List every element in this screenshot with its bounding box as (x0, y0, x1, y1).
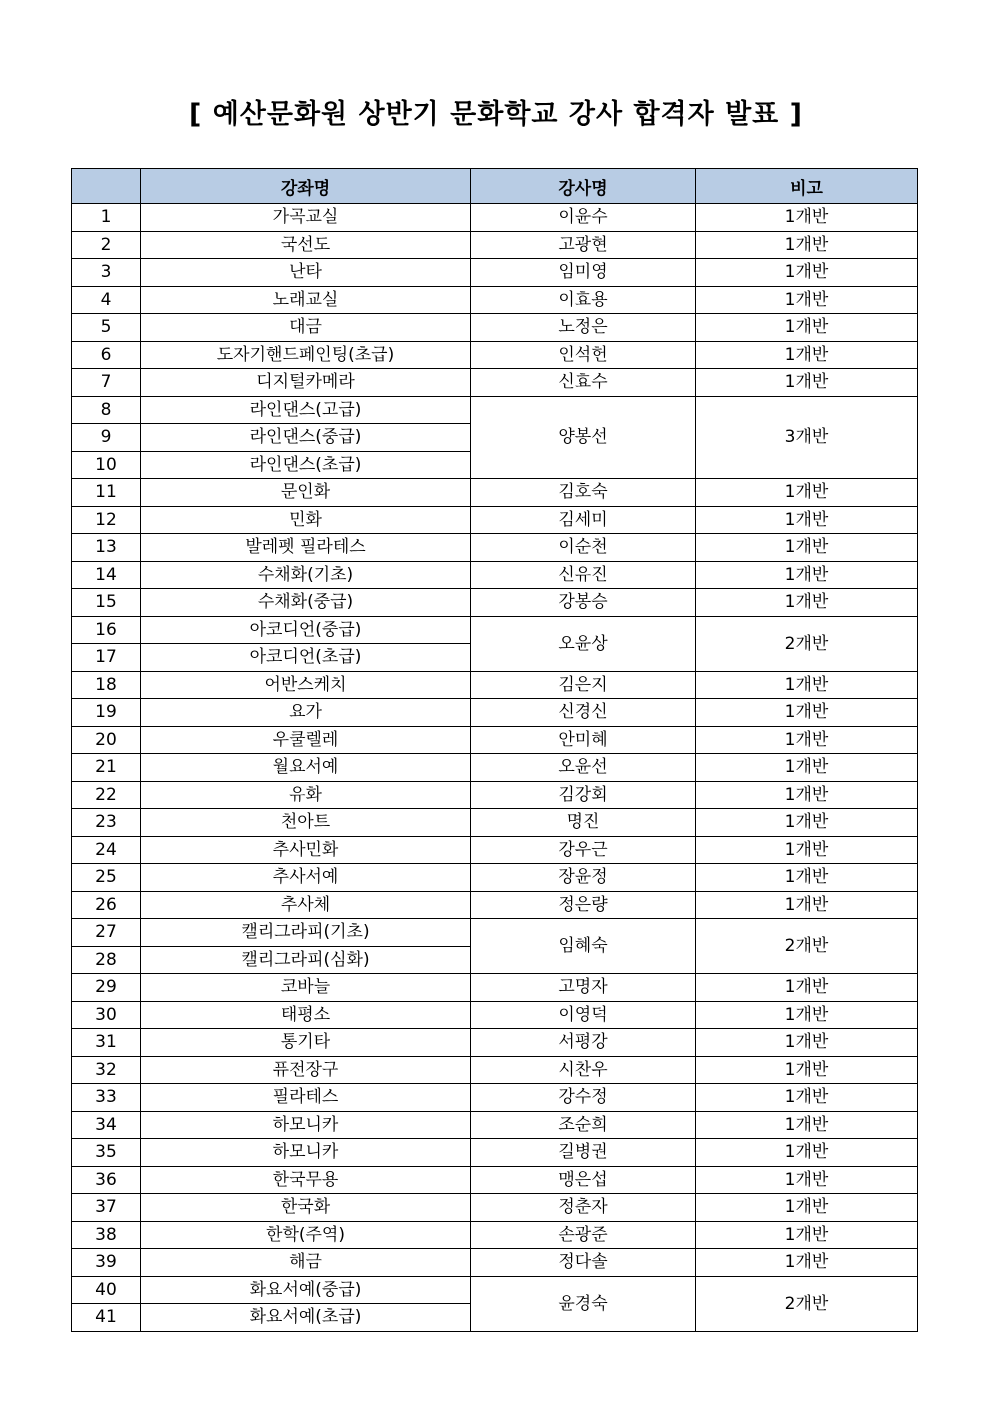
course-name: 노래교실 (141, 286, 471, 314)
row-number: 29 (72, 974, 141, 1002)
row-number: 7 (72, 369, 141, 397)
table-row (72, 286, 918, 314)
instructor-name: 맹은섭 (471, 1166, 696, 1194)
course-name: 국선도 (141, 231, 471, 259)
note-cell: 1개반 (696, 1029, 918, 1057)
instructor-name: 김호숙 (471, 479, 696, 507)
course-name: 수채화(중급) (141, 589, 471, 617)
table-row (72, 1056, 918, 1084)
table-row (72, 314, 918, 342)
instructor-name: 윤경숙 (471, 1276, 696, 1331)
note-cell: 1개반 (696, 726, 918, 754)
table-row (72, 1249, 918, 1277)
table-row (72, 204, 918, 232)
row-number: 35 (72, 1139, 141, 1167)
course-name: 화요서예(초급) (141, 1304, 471, 1332)
instructor-name: 명진 (471, 809, 696, 837)
instructor-name: 시찬우 (471, 1056, 696, 1084)
instructor-name: 정다솔 (471, 1249, 696, 1277)
course-name: 대금 (141, 314, 471, 342)
course-name: 어반스케치 (141, 671, 471, 699)
table-row (72, 1221, 918, 1249)
row-number: 8 (72, 396, 141, 424)
table-row (72, 396, 918, 424)
note-cell: 1개반 (696, 754, 918, 782)
course-name: 추사체 (141, 891, 471, 919)
instructor-name: 강수정 (471, 1084, 696, 1112)
note-cell: 1개반 (696, 506, 918, 534)
note-cell: 1개반 (696, 1139, 918, 1167)
course-name: 통기타 (141, 1029, 471, 1057)
note-cell: 1개반 (696, 1249, 918, 1277)
table-header-row (72, 169, 918, 204)
note-cell: 1개반 (696, 534, 918, 562)
instructor-name: 양봉선 (471, 396, 696, 479)
table-row (72, 534, 918, 562)
header-note: 비고 (696, 169, 918, 204)
table-row (72, 891, 918, 919)
note-cell: 1개반 (696, 1001, 918, 1029)
course-name: 코바늘 (141, 974, 471, 1002)
table-row (72, 919, 918, 947)
table-row (72, 699, 918, 727)
row-number: 17 (72, 644, 141, 672)
table-row (72, 1276, 918, 1304)
header-instructor: 강사명 (471, 169, 696, 204)
instructor-name: 오윤선 (471, 754, 696, 782)
instructor-name: 이영덕 (471, 1001, 696, 1029)
row-number: 37 (72, 1194, 141, 1222)
instructor-name: 강봉승 (471, 589, 696, 617)
course-name: 라인댄스(고급) (141, 396, 471, 424)
course-name: 아코디언(초급) (141, 644, 471, 672)
course-name: 가곡교실 (141, 204, 471, 232)
course-name: 한학(주역) (141, 1221, 471, 1249)
table-row (72, 1139, 918, 1167)
note-cell: 1개반 (696, 561, 918, 589)
row-number: 10 (72, 451, 141, 479)
instructor-name: 정은량 (471, 891, 696, 919)
note-cell: 1개반 (696, 1221, 918, 1249)
course-name: 문인화 (141, 479, 471, 507)
note-cell: 1개반 (696, 204, 918, 232)
row-number: 4 (72, 286, 141, 314)
row-number: 12 (72, 506, 141, 534)
course-name: 태평소 (141, 1001, 471, 1029)
instructor-name: 정춘자 (471, 1194, 696, 1222)
note-cell: 1개반 (696, 974, 918, 1002)
row-number: 18 (72, 671, 141, 699)
instructor-name: 신경신 (471, 699, 696, 727)
table-row (72, 341, 918, 369)
course-name: 라인댄스(초급) (141, 451, 471, 479)
note-cell: 1개반 (696, 1194, 918, 1222)
row-number: 34 (72, 1111, 141, 1139)
instructor-name: 손광준 (471, 1221, 696, 1249)
note-cell: 1개반 (696, 369, 918, 397)
row-number: 36 (72, 1166, 141, 1194)
row-number: 13 (72, 534, 141, 562)
table-row (72, 506, 918, 534)
row-number: 26 (72, 891, 141, 919)
course-name: 아코디언(중급) (141, 616, 471, 644)
table-body (72, 204, 918, 1332)
instructor-name: 안미혜 (471, 726, 696, 754)
note-cell: 1개반 (696, 589, 918, 617)
course-name: 캘리그라피(심화) (141, 946, 471, 974)
course-name: 캘리그라피(기초) (141, 919, 471, 947)
row-number: 25 (72, 864, 141, 892)
table-row (72, 671, 918, 699)
row-number: 11 (72, 479, 141, 507)
note-cell: 1개반 (696, 1084, 918, 1112)
row-number: 28 (72, 946, 141, 974)
course-name: 필라테스 (141, 1084, 471, 1112)
course-name: 발레펫 필라테스 (141, 534, 471, 562)
course-name: 난타 (141, 259, 471, 287)
table-row (72, 1029, 918, 1057)
row-number: 33 (72, 1084, 141, 1112)
course-name: 화요서예(중급) (141, 1276, 471, 1304)
instructor-name: 임미영 (471, 259, 696, 287)
instructor-name: 인석헌 (471, 341, 696, 369)
instructor-name: 강우근 (471, 836, 696, 864)
instructor-name: 오윤상 (471, 616, 696, 671)
note-cell: 1개반 (696, 781, 918, 809)
course-name: 하모니카 (141, 1111, 471, 1139)
note-cell: 1개반 (696, 891, 918, 919)
instructor-name: 임혜숙 (471, 919, 696, 974)
instructor-name: 김강회 (471, 781, 696, 809)
row-number: 2 (72, 231, 141, 259)
course-name: 한국무용 (141, 1166, 471, 1194)
instructor-name: 신효수 (471, 369, 696, 397)
table-row (72, 1001, 918, 1029)
row-number: 39 (72, 1249, 141, 1277)
row-number: 24 (72, 836, 141, 864)
course-name: 도자기핸드페인팅(초급) (141, 341, 471, 369)
note-cell: 1개반 (696, 314, 918, 342)
note-cell: 1개반 (696, 479, 918, 507)
row-number: 38 (72, 1221, 141, 1249)
note-cell: 1개반 (696, 286, 918, 314)
course-name: 우쿨렐레 (141, 726, 471, 754)
row-number: 19 (72, 699, 141, 727)
note-cell: 2개반 (696, 616, 918, 671)
table-row (72, 864, 918, 892)
row-number: 9 (72, 424, 141, 452)
course-name: 라인댄스(중급) (141, 424, 471, 452)
row-number: 3 (72, 259, 141, 287)
note-cell: 1개반 (696, 836, 918, 864)
row-number: 1 (72, 204, 141, 232)
table-row (72, 616, 918, 644)
note-cell: 1개반 (696, 231, 918, 259)
instructor-name: 이순천 (471, 534, 696, 562)
course-name: 천아트 (141, 809, 471, 837)
note-cell: 1개반 (696, 809, 918, 837)
instructor-name: 고광현 (471, 231, 696, 259)
instructor-name: 고명자 (471, 974, 696, 1002)
course-name: 추사서예 (141, 864, 471, 892)
table-row (72, 726, 918, 754)
note-cell: 1개반 (696, 699, 918, 727)
instructor-name: 김세미 (471, 506, 696, 534)
course-name: 유화 (141, 781, 471, 809)
table-row (72, 589, 918, 617)
table-row (72, 561, 918, 589)
course-name: 민화 (141, 506, 471, 534)
course-name: 하모니카 (141, 1139, 471, 1167)
instructor-name: 서평강 (471, 1029, 696, 1057)
row-number: 15 (72, 589, 141, 617)
table-row (72, 1084, 918, 1112)
row-number: 21 (72, 754, 141, 782)
row-number: 23 (72, 809, 141, 837)
course-name: 퓨전장구 (141, 1056, 471, 1084)
note-cell: 2개반 (696, 1276, 918, 1331)
row-number: 27 (72, 919, 141, 947)
results-table (71, 168, 918, 1332)
row-number: 41 (72, 1304, 141, 1332)
row-number: 30 (72, 1001, 141, 1029)
table-row (72, 974, 918, 1002)
note-cell: 1개반 (696, 864, 918, 892)
course-name: 디지털카메라 (141, 369, 471, 397)
instructor-name: 조순희 (471, 1111, 696, 1139)
table-row (72, 809, 918, 837)
table-row (72, 479, 918, 507)
note-cell: 1개반 (696, 341, 918, 369)
table-row (72, 1194, 918, 1222)
table-row (72, 1111, 918, 1139)
instructor-name: 이효용 (471, 286, 696, 314)
header-number (72, 169, 141, 204)
row-number: 22 (72, 781, 141, 809)
note-cell: 3개반 (696, 396, 918, 479)
row-number: 16 (72, 616, 141, 644)
row-number: 32 (72, 1056, 141, 1084)
row-number: 40 (72, 1276, 141, 1304)
row-number: 20 (72, 726, 141, 754)
instructor-name: 노정은 (471, 314, 696, 342)
table-row (72, 836, 918, 864)
note-cell: 1개반 (696, 1056, 918, 1084)
table-row (72, 781, 918, 809)
instructor-name: 신유진 (471, 561, 696, 589)
note-cell: 1개반 (696, 671, 918, 699)
row-number: 5 (72, 314, 141, 342)
course-name: 해금 (141, 1249, 471, 1277)
row-number: 31 (72, 1029, 141, 1057)
note-cell: 1개반 (696, 259, 918, 287)
note-cell: 1개반 (696, 1166, 918, 1194)
table-row (72, 231, 918, 259)
table-row (72, 259, 918, 287)
table-row (72, 1166, 918, 1194)
instructor-name: 이윤수 (471, 204, 696, 232)
table-row (72, 754, 918, 782)
instructor-name: 길병권 (471, 1139, 696, 1167)
course-name: 요가 (141, 699, 471, 727)
row-number: 14 (72, 561, 141, 589)
instructor-name: 김은지 (471, 671, 696, 699)
course-name: 월요서예 (141, 754, 471, 782)
course-name: 수채화(기초) (141, 561, 471, 589)
instructor-name: 장윤정 (471, 864, 696, 892)
page-title: [ 예산문화원 상반기 문화학교 강사 합격자 발표 ] (188, 99, 804, 130)
note-cell: 1개반 (696, 1111, 918, 1139)
course-name: 추사민화 (141, 836, 471, 864)
note-cell: 2개반 (696, 919, 918, 974)
course-name: 한국화 (141, 1194, 471, 1222)
row-number: 6 (72, 341, 141, 369)
table-row (72, 369, 918, 397)
header-course: 강좌명 (141, 169, 471, 204)
